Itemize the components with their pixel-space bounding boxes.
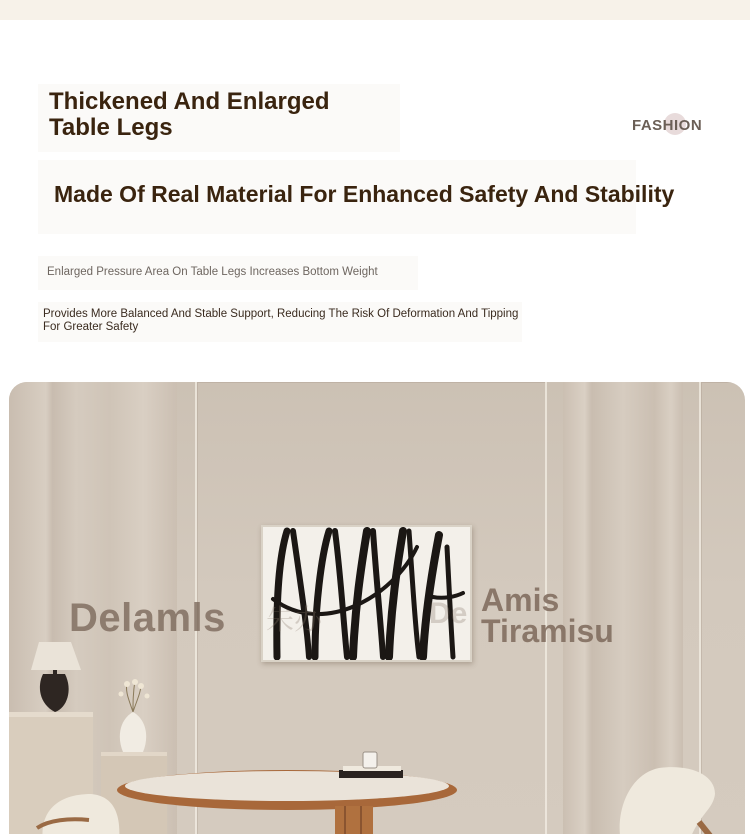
feature-note-1: Enlarged Pressure Area On Table Legs Increases Bottom Weight <box>38 256 418 290</box>
product-photo <box>9 382 745 834</box>
feature-note-2: Provides More Balanced And Stable Support, Reducing The Risk Of Deformation And Tipping For Greater Safety <box>38 302 522 342</box>
section-subheading: Made Of Real Material For Enhanced Safety And Stability <box>38 160 636 234</box>
cup <box>363 752 377 768</box>
watermark-cjk: 朱办 <box>266 604 323 635</box>
vase <box>120 712 146 752</box>
furniture-scene <box>9 382 745 834</box>
watermark-de: De <box>429 597 468 630</box>
table-leg <box>335 806 373 834</box>
top-band <box>0 0 750 20</box>
book-stack <box>339 770 403 778</box>
section-heading: Thickened And Enlarged Table Legs <box>38 84 400 152</box>
lamp-base <box>40 674 69 712</box>
lamp-shade <box>31 642 81 670</box>
brand-label: FASHION <box>632 117 703 134</box>
watermark-delamls: Delamls <box>69 596 226 640</box>
watermark-amis: Amis <box>481 582 560 618</box>
watermark-tiramisu: Tiramisu <box>481 613 614 649</box>
